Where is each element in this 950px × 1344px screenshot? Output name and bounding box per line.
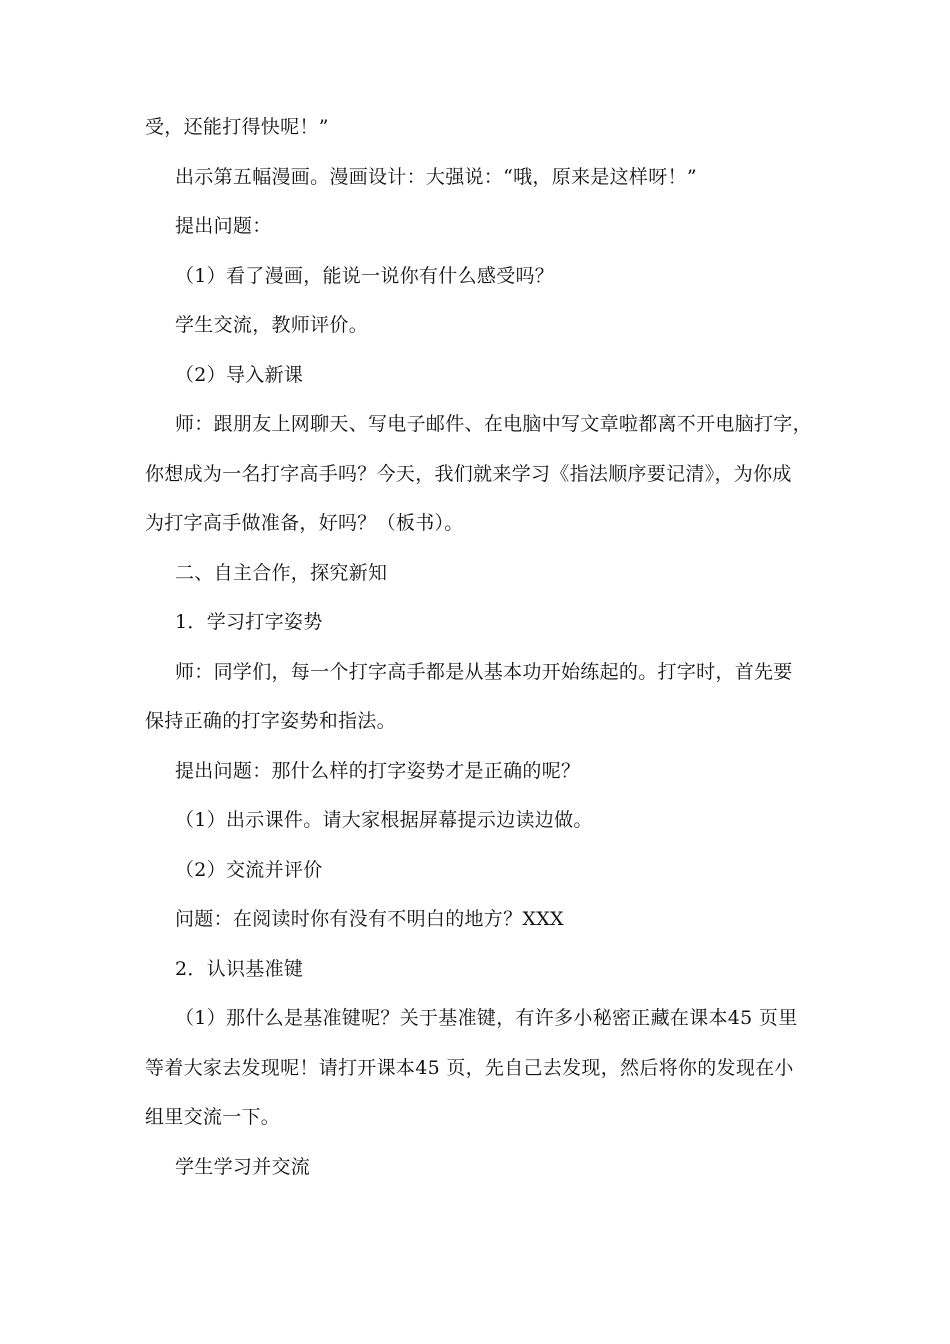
text-line: 等着大家去发现呢！请打开课本45 页，先自己去发现，然后将你的发现在小 <box>145 1056 794 1079</box>
text-line: （1）看了漫画，能说一说你有什么感受吗？ <box>175 264 555 287</box>
text-line: 受，还能打得快呢！” <box>145 116 329 138</box>
text-line: 为打字高手做准备，好吗？（板书）。 <box>145 512 464 534</box>
text-line: 学生学习并交流 <box>175 1155 311 1178</box>
text-line: （2）交流并评价 <box>175 858 323 881</box>
text-line: 提出问题：那什么样的打字姿势才是正确的呢？ <box>175 759 581 782</box>
text-line: （1）那什么是基准键呢？关于基准键，有许多小秘密正藏在课本45 页里 <box>175 1007 798 1029</box>
text-line: 学生交流，教师评价。 <box>175 314 369 336</box>
text-line: 保持正确的打字姿势和指法。 <box>145 710 396 732</box>
subsection-heading: 2．认识基准键 <box>175 957 304 980</box>
text-line: （2）导入新课 <box>175 363 304 386</box>
document-body <box>145 103 815 1192</box>
text-line: 你想成为一名打字高手吗？今天，我们就来学习《指法顺序要记清》，为你成 <box>145 462 792 485</box>
text-line: （1）出示课件。请大家根据屏幕提示边读边做。 <box>175 809 593 831</box>
text-line: 组里交流一下。 <box>145 1106 281 1128</box>
text-line: 出示第五幅漫画。漫画设计：大强说：“哦，原来是这样呀！” <box>175 165 697 188</box>
text-line: 问题：在阅读时你有没有不明白的地方？XXX <box>175 908 564 930</box>
subsection-heading: 1．学习打字姿势 <box>175 611 323 633</box>
text-line: 师：同学们，每一个打字高手都是从基本功开始练起的。打字时，首先要 <box>175 660 793 683</box>
text-line: 提出问题： <box>175 215 272 237</box>
section-heading: 二、自主合作，探究新知 <box>175 561 388 584</box>
text-line: 师：跟朋友上网聊天、写电子邮件、在电脑中写文章啦都离不开电脑打字， <box>175 413 812 435</box>
